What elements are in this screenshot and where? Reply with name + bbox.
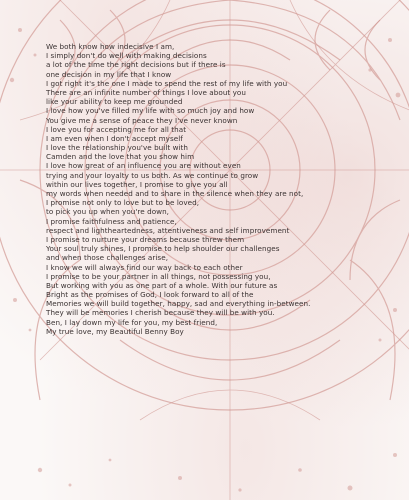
vow-line: Your soul truly shines, I promise to help shoulder our challenges bbox=[46, 244, 280, 254]
vow-line: I am even when I don't accept myself bbox=[46, 133, 183, 143]
vow-line: a lot of the time the right decisions but if there is bbox=[46, 60, 226, 70]
vow-line: I promise faithfulness and patience, bbox=[46, 216, 177, 226]
vow-line: Ben, I lay down my life for you, my best friend, bbox=[46, 317, 218, 327]
vow-line: Memories we will build together, happy, sad and everything in-between. bbox=[46, 299, 311, 309]
vow-line: You give me a sense of peace they I've never known bbox=[46, 115, 238, 125]
vow-line: I promise to nurture your dreams because threw them bbox=[46, 234, 245, 244]
vow-line: Camden and the love that you show him bbox=[46, 152, 195, 162]
vow-line: I know we will always find our way back to each other bbox=[46, 262, 243, 272]
vow-line: There are an infinite number of things I love about you bbox=[46, 87, 246, 97]
vow-line: We both know how indecisive I am, bbox=[46, 42, 175, 51]
vow-line: They will be memories I cherish because they will be with you. bbox=[46, 308, 275, 318]
vow-line: within our lives together, I promise to give you all bbox=[46, 179, 228, 189]
vow-line: I love how great of an influence you are without even bbox=[46, 161, 241, 171]
vow-line: My true love, my Beautiful Benny Boy bbox=[46, 326, 184, 336]
vow-line: I love how you've filled my life with so much joy and how bbox=[46, 106, 255, 116]
vow-line: I love the relationship you've built with bbox=[46, 143, 189, 153]
vow-line: But working with you as one part of a whole. With our future as bbox=[46, 280, 278, 290]
vow-line: I promise to be your partner in all things, not possessing you, bbox=[46, 271, 271, 281]
vow-line: Bright as the promises of God, I look forward to all of the bbox=[46, 290, 254, 300]
vow-line: I simply don't do well with making decisions bbox=[46, 51, 207, 61]
vow-line: my words when needed and to share in the silence when they are not, bbox=[46, 189, 304, 198]
vow-line: I love you for accepting me for all that bbox=[46, 124, 187, 134]
vow-line: one decision in my life that I know bbox=[46, 69, 172, 79]
vow-line: and when those challenges arise, bbox=[46, 253, 169, 263]
vow-line: respect and lightheartedness, attentiveness and self improvement bbox=[46, 225, 290, 235]
vow-line: I got right it's the one I made to spend the rest of my life with you bbox=[46, 78, 288, 88]
vow-line: trying and your loyalty to us both. As we continue to grow bbox=[46, 170, 259, 180]
wedding-vow-text bbox=[46, 42, 396, 336]
vow-line: I promise not only to love but to be loved, bbox=[46, 198, 200, 208]
vow-line: to pick you up when you're down, bbox=[46, 207, 170, 217]
vow-line: like your ability to keep me grounded bbox=[46, 97, 183, 107]
